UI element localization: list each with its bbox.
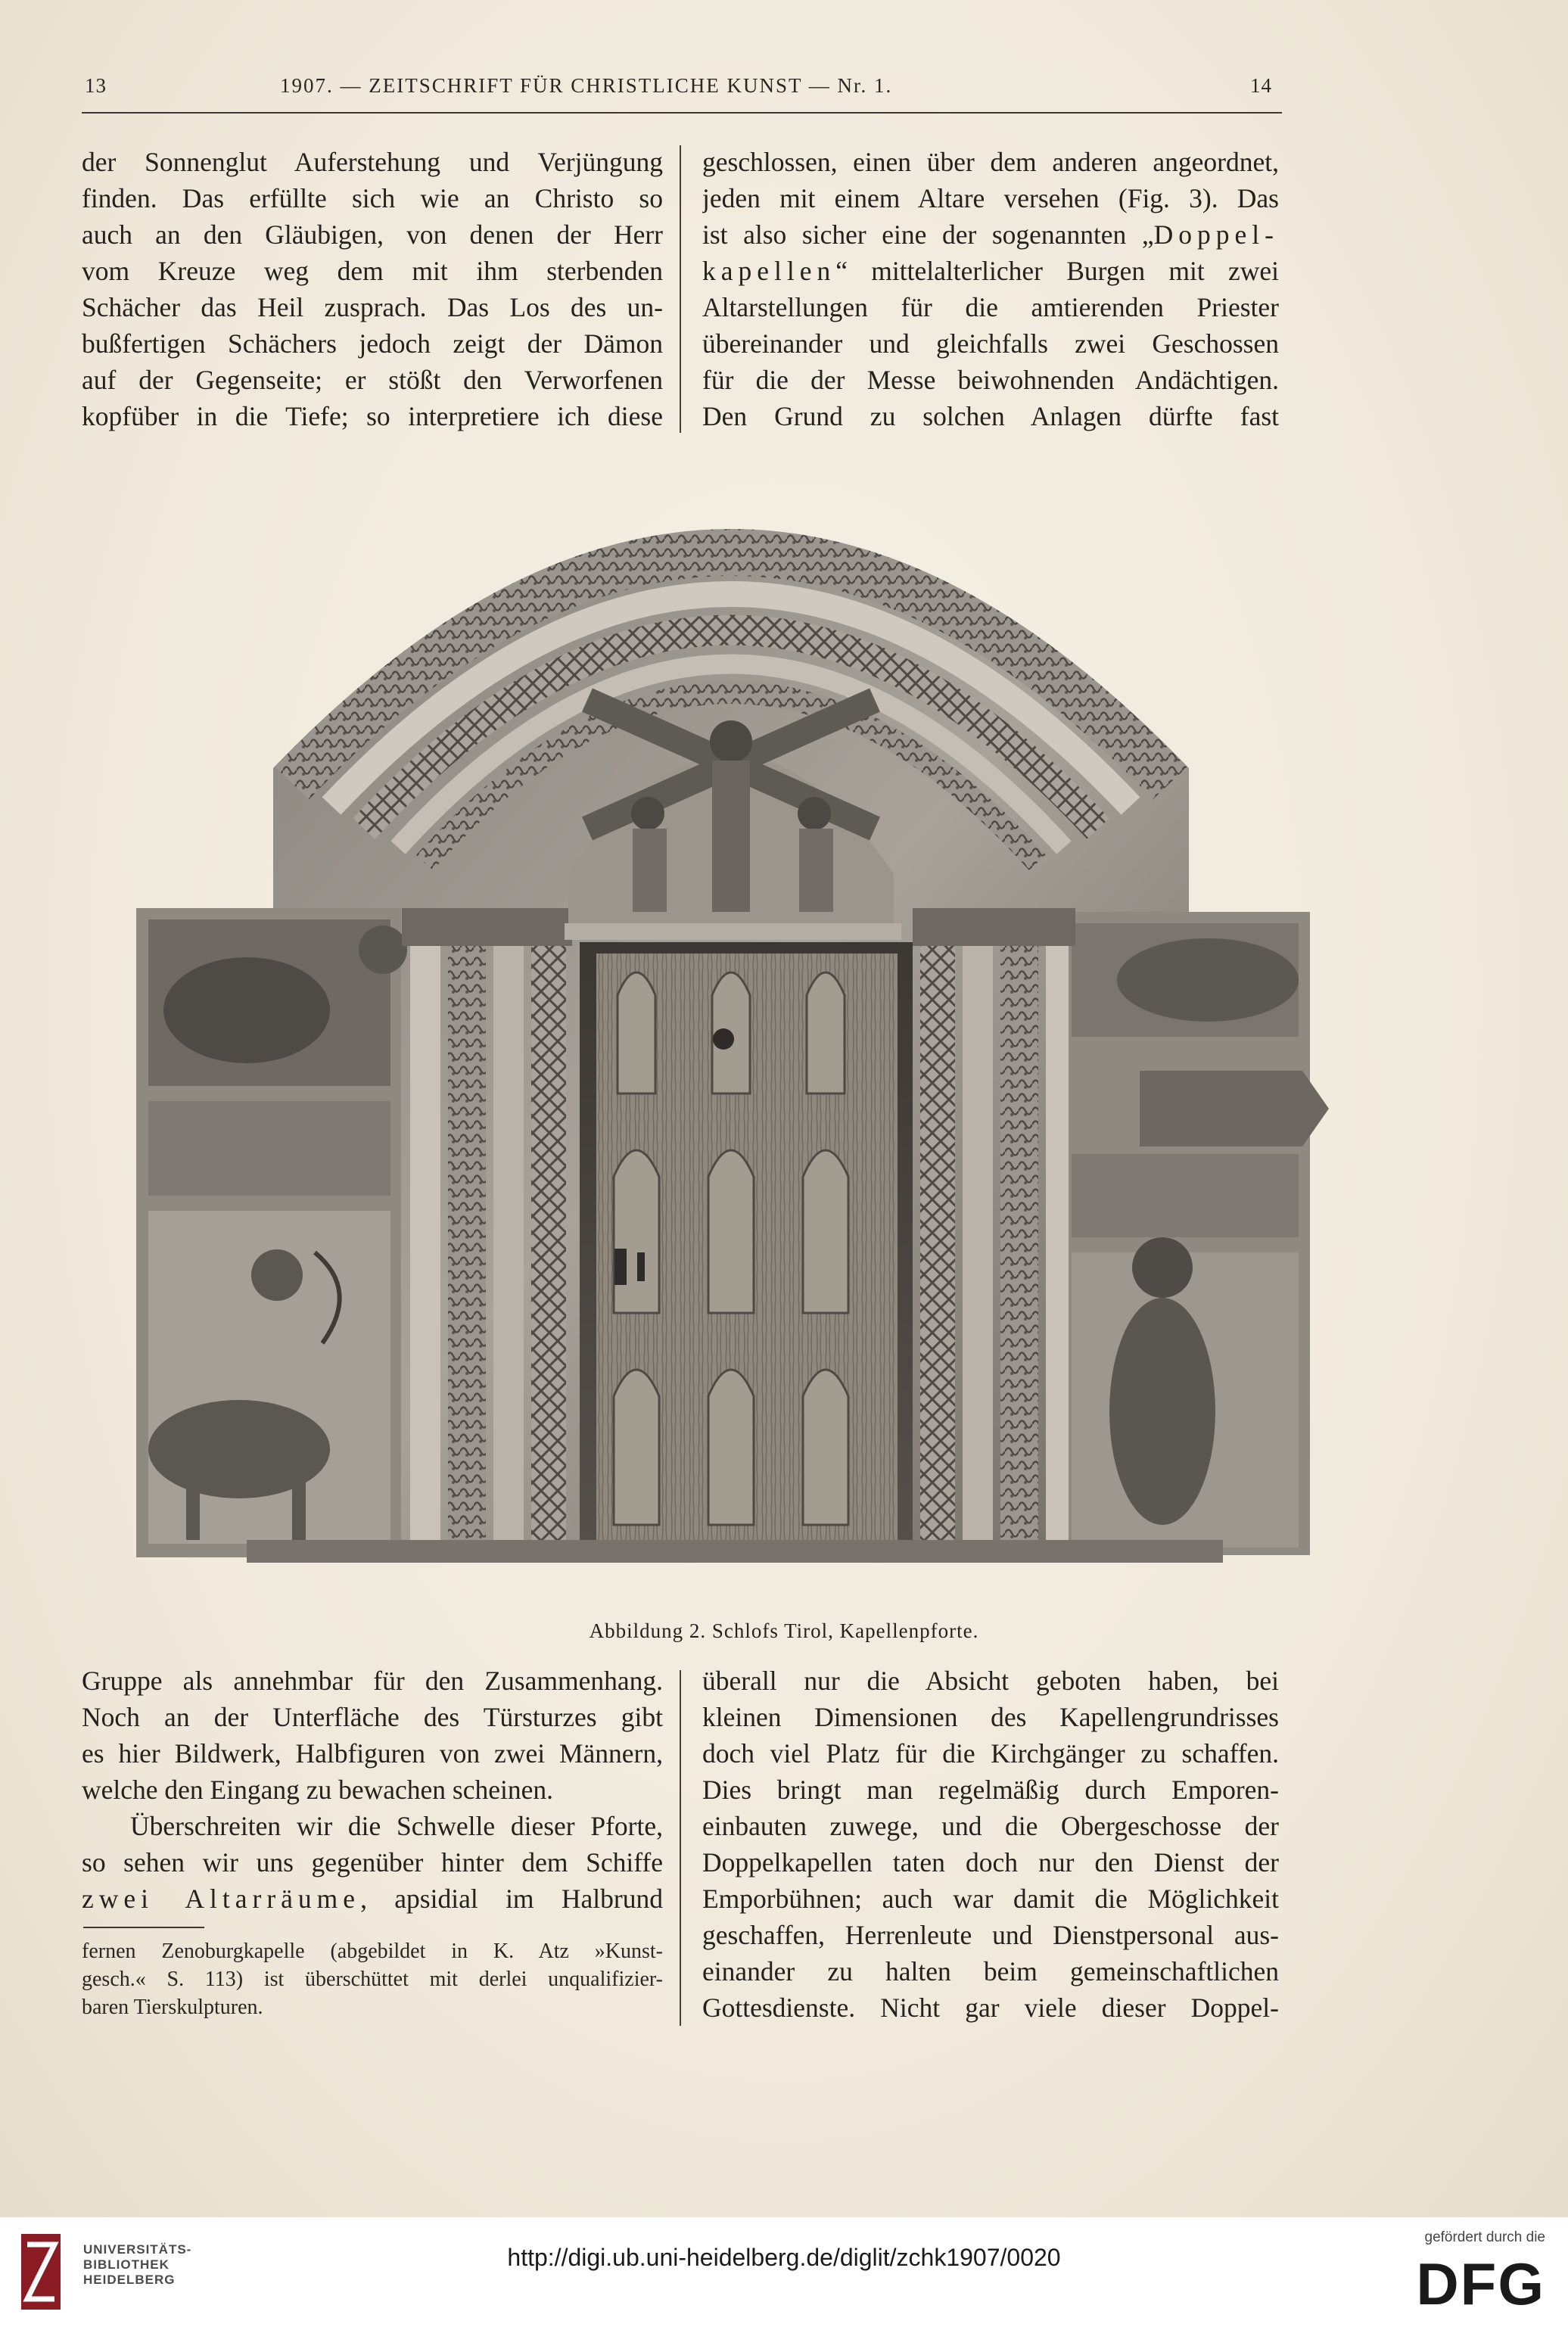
text-line: übereinander und gleichfalls zwei Geschossen [702,328,1279,359]
text-fragment: ist also sicher eine der sogenannten „ [702,219,1154,250]
text-line: Altarstellungen für die amtierenden Priester [702,292,1279,322]
text-line: einbauten zuwege, und die Obergeschosse der [702,1811,1279,1841]
text-line: jeden mit einem Altare versehen (Fig. 3). Das [702,183,1279,213]
source-url: http://digi.ub.uni-heidelberg.de/diglit/zchk1907/0020 [507,2244,1061,2271]
text-line: auf der Gegenseite; er stößt den Verworfenen [82,365,663,395]
library-name-line: HEIDELBERG [83,2273,176,2287]
footnote-line: gesch.« S. 113) ist überschüttet mit derlei unqualifizier- [82,1968,663,1991]
text-line: Emporbühnen; auch war damit die Möglichkeit [702,1884,1279,1914]
figure-caption: Abbildung 2. Schlofs Tirol, Kapellenpforte. [589,1619,979,1642]
column-top-left [82,144,663,434]
text-line: doch viel Platz für die Kirchgänger zu schaffen. [702,1738,1279,1769]
text-line: Dies bringt man regelmäßig durch Emporen- [702,1775,1279,1805]
column-divider [680,1670,681,2026]
text-fragment: , apsidial im Halbrund [360,1884,663,1914]
text-line [82,1881,663,1917]
text-line: Gruppe als annehmbar für den Zusammenhang. [82,1666,663,1696]
column-top-right [702,144,1279,434]
column-divider [680,145,681,433]
text-line: auch an den Gläubigen, von denen der Herr [82,219,663,250]
header-rule [82,112,1282,114]
text-fragment: “ mittelalterlicher Burgen mit zwei [835,256,1279,286]
text-line: welche den Eingang zu bewachen scheinen. [82,1775,553,1805]
funded-by-label: gefördert durch die [1424,2229,1545,2245]
text-line [702,216,1279,253]
footnote [82,1937,663,2021]
page-number-left: 13 [85,74,107,97]
spaced-term: zwei Altarräume [82,1884,361,1914]
page-number-right: 14 [1250,74,1272,97]
text-line: Überschreiten wir die Schwelle dieser Pforte, [130,1811,663,1841]
footnote-line: fernen Zenoburgkapelle (abgebildet in K. Atz »Kunst- [82,1940,663,1963]
text-line: so sehen wir uns gegenüber hinter dem Schiffe [82,1847,663,1877]
text-line: Schächer das Heil zusprach. Das Los des un- [82,292,663,322]
text-line: kopfüber in die Tiefe; so interpretiere ich diese [82,401,663,431]
text-line: vom Kreuze weg dem mit ihm sterbenden [82,256,663,286]
library-name-line: UNIVERSITÄTS- [83,2242,192,2257]
column-bottom-left [82,1663,663,1917]
dfg-logo: DFG [1416,2251,1545,2317]
text-line: Gottesdienste. Nicht gar viele dieser Doppel- [702,1993,1279,2023]
spaced-term: kapellen [702,256,836,286]
footnote-line: baren Tierskulpturen. [82,1996,263,2019]
text-line: Noch an der Unterfläche des Türsturzes gibt [82,1702,663,1732]
text-line: kleinen Dimensionen des Kapellengrundrisses [702,1702,1279,1732]
text-line: der Sonnenglut Auferstehung und Verjüngung [82,147,663,177]
text-line: es hier Bildwerk, Halbfiguren von zwei Männern, [82,1738,663,1769]
text-line: einander zu halten beim gemeinschaftlichen [702,1956,1279,1986]
text-line: geschaffen, Herrenleute und Dienstpersonal aus- [702,1920,1279,1950]
text-line: Doppelkapellen taten doch nur den Dienst der [702,1847,1279,1877]
text-line: finden. Das erfüllte sich wie an Christo so [82,183,663,213]
library-logo-icon [18,2229,64,2314]
spaced-term: Doppel- [1153,219,1279,250]
footer-bar [0,2217,1568,2327]
text-line: Den Grund zu solchen Anlagen dürfte fast [702,401,1279,431]
text-line: überall nur die Absicht geboten haben, bei [702,1666,1279,1696]
library-name-line: BIBLIOTHEK [83,2257,170,2272]
text-line: geschlossen, einen über dem anderen angeordnet, [702,147,1279,177]
text-line: für die der Messe beiwohnenden Andächtigen. [702,365,1279,395]
column-bottom-right [702,1663,1279,2026]
portal-photograph [133,450,1329,1582]
text-line [702,253,1279,289]
running-title: 1907. — ZEITSCHRIFT FÜR CHRISTLICHE KUNST — Nr. 1. [280,74,893,97]
text-line: bußfertigen Schächers jedoch zeigt der Dämon [82,328,663,359]
footnote-rule [83,1927,204,1928]
